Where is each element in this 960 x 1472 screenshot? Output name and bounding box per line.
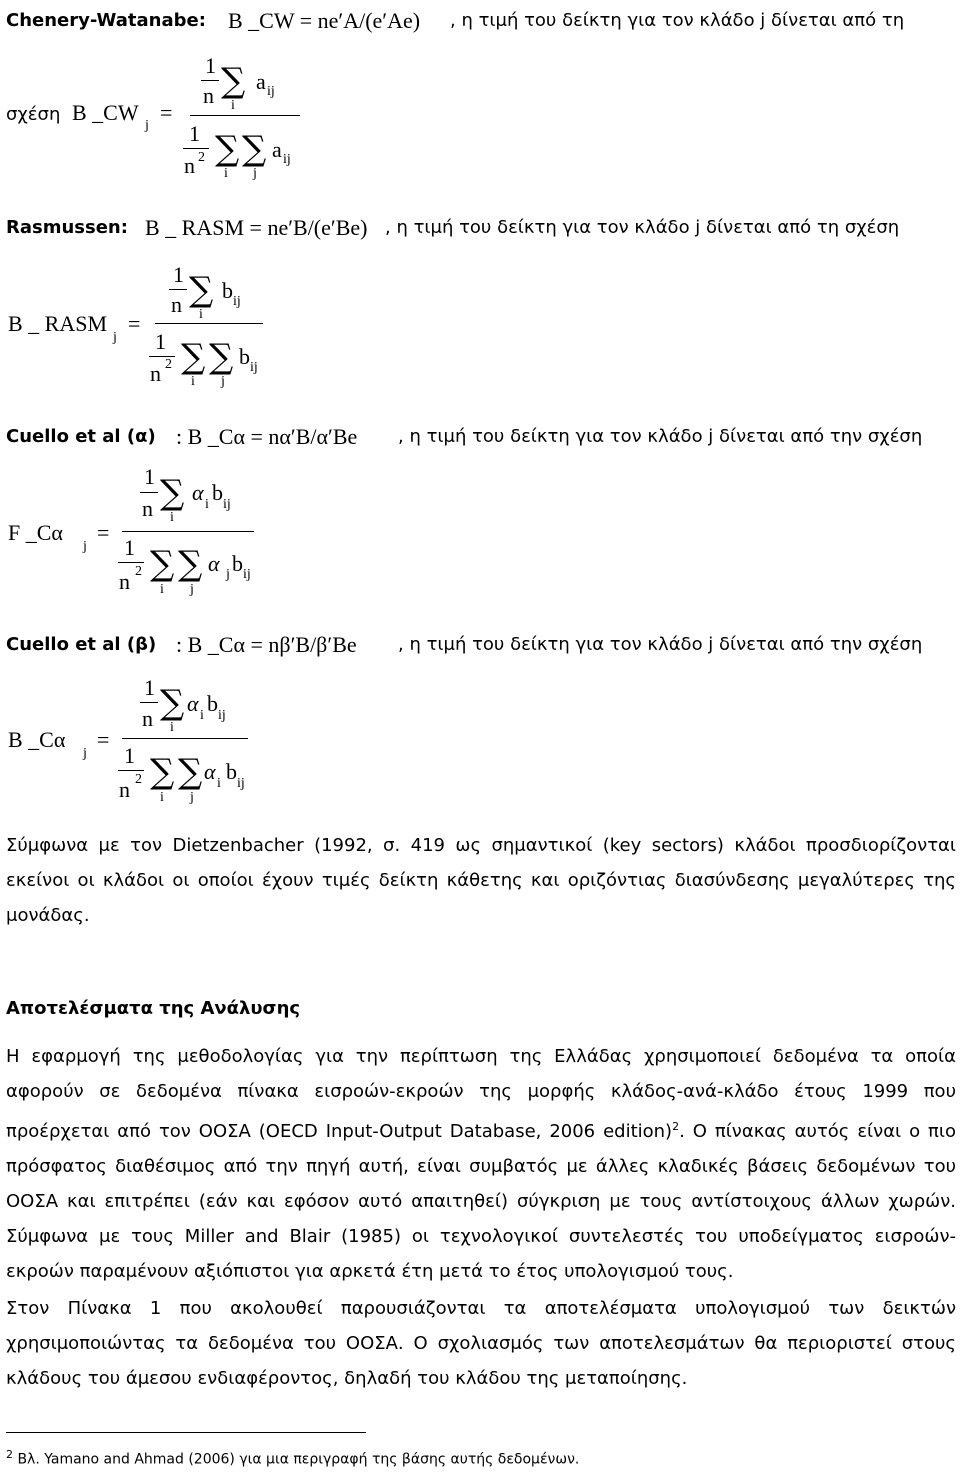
cuello-a-den-b-sub: ij xyxy=(243,567,251,582)
cuello-b-den-n-exponent: 2 xyxy=(135,772,142,787)
cuello-a-lhs-sub: j xyxy=(83,539,87,554)
rasm-num-b: b xyxy=(222,278,233,303)
cw-num-n: n xyxy=(203,83,214,108)
cuello-a-equals: = xyxy=(97,520,110,545)
paragraph-application-text-b: . Ο πίνακας αυτός είναι ο πιο πρόσφατος διαθέσιμος από την πηγή αυτή, είναι συμβατός με άλλες κλαδικές βάσεις δεδομένων του ΟΟΣΑ και επιτρέπει (εάν και εφόσον αυτό απαιτηθεί) σύγκριση με τους αντίστοιχους άλλων χωρών. Σύμφωνα με τους Miller and Blair (1985) οι τεχνολογικοί συντελεστές του υποδείγματος εισροών-εκροών παραμένουν αξιόπιστοι για αρκετά έτη μετά το έτος υπολογισμού τους. xyxy=(6,1121,956,1282)
footnote-text: Βλ. Yamano and Ahmad (2006) για μια περιγραφή της βάσης αυτής δεδομένων. xyxy=(13,1451,580,1468)
rasm-main-fraction-line xyxy=(155,323,263,324)
cuello-b-den-alpha: α xyxy=(204,759,216,784)
cw-num-small-fraction-line xyxy=(201,80,219,81)
rasm-den-sum-i-icon: ∑ xyxy=(181,337,206,377)
cw-num-sum-index: i xyxy=(231,98,235,113)
cw-main-fraction-line xyxy=(190,115,300,116)
footnote-mark: 2 xyxy=(6,1448,13,1461)
cuello-b-den-sum-i-icon: ∑ xyxy=(150,752,175,792)
cuello-a-den-alpha-sub: j xyxy=(226,567,230,582)
cw-den-one: 1 xyxy=(189,121,200,146)
cw-equals: = xyxy=(160,100,173,125)
cuello-b-text: , η τιμή του δείκτη για τον κλάδο j δίνεται από την σχέση xyxy=(398,634,923,655)
rasm-num-sum-index: i xyxy=(199,307,203,322)
footnote xyxy=(6,1448,579,1468)
cuello-a-den-sum-j-index: j xyxy=(190,582,194,597)
cuello-b-equals: = xyxy=(97,727,110,752)
rasm-den-b-sub: ij xyxy=(250,360,258,375)
cw-num-sum-icon: ∑ xyxy=(221,61,246,101)
cw-label: Chenery-Watanabe: xyxy=(6,10,206,31)
cuello-a-num-sum-icon: ∑ xyxy=(160,473,185,513)
cuello-a-num-b-sub: ij xyxy=(223,497,231,512)
cw-formula: B _CW = ne′A/(e′Ae) xyxy=(228,8,421,33)
rasm-num-small-fraction-line xyxy=(169,289,187,290)
cuello-a-den-b: b xyxy=(232,551,243,576)
cuello-b-den-sum-j-index: j xyxy=(190,790,194,805)
cw-den-n: n xyxy=(184,153,195,178)
rasm-num-b-sub: ij xyxy=(233,294,241,309)
footnote-separator xyxy=(6,1432,366,1433)
cuello-a-den-one: 1 xyxy=(124,535,135,560)
cw-den-sum-i-index: i xyxy=(224,166,228,181)
rasm-equals: = xyxy=(128,311,141,336)
rasm-lhs: B _ RASM xyxy=(8,311,108,336)
footnote-reference: 2 xyxy=(672,1120,680,1133)
cuello-a-num-alpha: α xyxy=(192,480,204,505)
cw-text: , η τιμή του δείκτη για τον κλάδο j δίνεται από τη xyxy=(450,10,905,31)
cuello-a-den-n: n xyxy=(119,569,130,594)
cuello-a-den-sum-i-icon: ∑ xyxy=(150,544,175,584)
cuello-a-text: , η τιμή του δείκτη για τον κλάδο j δίνεται από την σχέση xyxy=(398,426,923,447)
cw-num-a: a xyxy=(256,69,266,94)
cuello-b-num-sum-icon: ∑ xyxy=(160,683,185,723)
cuello-a-num-alpha-sub: i xyxy=(205,497,209,512)
cuello-b-den-sum-j-icon: ∑ xyxy=(178,752,203,792)
cuello-b-num-alpha-sub: i xyxy=(200,708,204,723)
cuello-b-formula: : B _Cα = nβ′B/β′Be xyxy=(176,632,357,657)
rasm-lhs-sub: j xyxy=(113,330,117,345)
rasm-den-sum-i-index: i xyxy=(191,374,195,389)
cuello-b-num-one: 1 xyxy=(144,675,155,700)
cuello-b-num-b-sub: ij xyxy=(218,708,226,723)
rasm-den-sum-j-index: j xyxy=(221,374,225,389)
cuello-a-den-small-fraction-line xyxy=(118,562,144,563)
cw-relation-label: σχέση xyxy=(6,104,61,125)
cuello-b-den-small-fraction-line xyxy=(118,770,144,771)
rasm-num-n: n xyxy=(171,292,182,317)
cuello-a-num-sum-index: i xyxy=(170,510,174,525)
rasm-den-sum-j-icon: ∑ xyxy=(209,337,234,377)
cuello-a-den-alpha: α xyxy=(208,551,220,576)
paragraph-application-text-a: Η εφαρμογή της μεθοδολογίας για την περίπτωση της Ελλάδας χρησιμοποιεί δεδομένα τα οποία αφορούν σε δεδομένα πίνακα εισροών-εκροών της μορφής κλάδος-ανά-κλάδο έτους 1999 που προέρχεται από τον ΟΟΣΑ (OECD Input-Output Database, 2006 edition) xyxy=(6,1046,956,1142)
cw-lhs: B _CW xyxy=(72,100,139,125)
section-heading: Αποτελέσματα της Ανάλυσης xyxy=(6,998,301,1019)
rasm-den-n: n xyxy=(150,361,161,386)
cw-den-sum-j-icon: ∑ xyxy=(242,129,267,169)
paragraph-table-intro: Στον Πίνακα 1 που ακολουθεί παρουσιάζονται τα αποτελέσματα υπολογισμού των δεικτών χρησιμοποιώντας τα δεδομένα του ΟΟΣΑ. Ο σχολιασμός των αποτελεσμάτων θα περιοριστεί στους κλάδους του άμεσου ενδιαφέροντος, δηλαδή του κλάδου της μεταποίησης. xyxy=(6,1298,956,1389)
cuello-b-num-small-fraction-line xyxy=(140,702,158,703)
cuello-a-den-n-exponent: 2 xyxy=(135,564,142,579)
cw-den-n-exponent: 2 xyxy=(198,150,205,165)
cuello-b-lhs: B _Cα xyxy=(8,727,66,752)
cw-num-a-sub: ij xyxy=(267,84,275,99)
cw-den-a-sub: ij xyxy=(283,152,291,167)
rasm-den-n-exponent: 2 xyxy=(165,357,172,372)
rasm-formula: B _ RASM = ne′B/(e′Be) xyxy=(145,215,368,240)
cuello-a-formula: : B _Cα = nα′B/α′Be xyxy=(176,424,358,449)
cuello-b-num-sum-index: i xyxy=(170,720,174,735)
rasm-num-sum-icon: ∑ xyxy=(189,270,214,310)
cuello-a-num-n: n xyxy=(142,496,153,521)
cuello-a-num-one: 1 xyxy=(144,464,155,489)
rasm-text: , η τιμή του δείκτη για τον κλάδο j δίνεται από τη σχέση xyxy=(385,217,900,238)
cuello-a-main-fraction-line xyxy=(122,531,254,532)
rasm-label: Rasmussen: xyxy=(6,217,128,238)
cw-den-small-fraction-line xyxy=(183,148,209,149)
rasm-den-b: b xyxy=(239,344,250,369)
cuello-a-num-b: b xyxy=(212,480,223,505)
cw-den-a: a xyxy=(272,137,282,162)
cuello-a-label: Cuello et al (α) xyxy=(6,426,156,447)
cuello-b-den-sum-i-index: i xyxy=(160,790,164,805)
rasm-den-one: 1 xyxy=(155,329,166,354)
cuello-a-num-small-fraction-line xyxy=(140,492,158,493)
cuello-b-lhs-sub: j xyxy=(83,746,87,761)
cw-den-sum-j-index: j xyxy=(253,166,257,181)
cw-lhs-sub: j xyxy=(145,118,149,133)
cuello-b-num-alpha: α xyxy=(187,691,199,716)
cuello-b-den-one: 1 xyxy=(124,743,135,768)
paragraph-dietzenbacher: Σύμφωνα με τον Dietzenbacher (1992, σ. 419 ως σημαντικοί (key sectors) κλάδοι προσδιορίζονται εκείνοι οι κλάδοι οι οποίοι έχουν τιμές δείκτη κάθετης και οριζόντιας διασύνδεσης μεγαλύτερες της μονάδας. xyxy=(6,835,956,926)
cuello-b-den-b-sub: ij xyxy=(237,776,245,791)
cw-num-one: 1 xyxy=(205,53,216,78)
cw-den-sum-i-icon: ∑ xyxy=(215,129,240,169)
cuello-a-lhs: F _Cα xyxy=(8,520,63,545)
cuello-a-den-sum-i-index: i xyxy=(160,582,164,597)
rasm-num-one: 1 xyxy=(173,262,184,287)
cuello-b-num-n: n xyxy=(142,706,153,731)
cuello-a-den-sum-j-icon: ∑ xyxy=(178,544,203,584)
cuello-b-den-alpha-sub: i xyxy=(217,776,221,791)
cuello-b-label: Cuello et al (β) xyxy=(6,634,157,655)
cuello-b-den-b: b xyxy=(226,759,237,784)
cuello-b-main-fraction-line xyxy=(122,738,248,739)
cuello-b-den-n: n xyxy=(119,777,130,802)
cuello-b-num-b: b xyxy=(207,691,218,716)
paragraph-application xyxy=(6,1039,956,1289)
